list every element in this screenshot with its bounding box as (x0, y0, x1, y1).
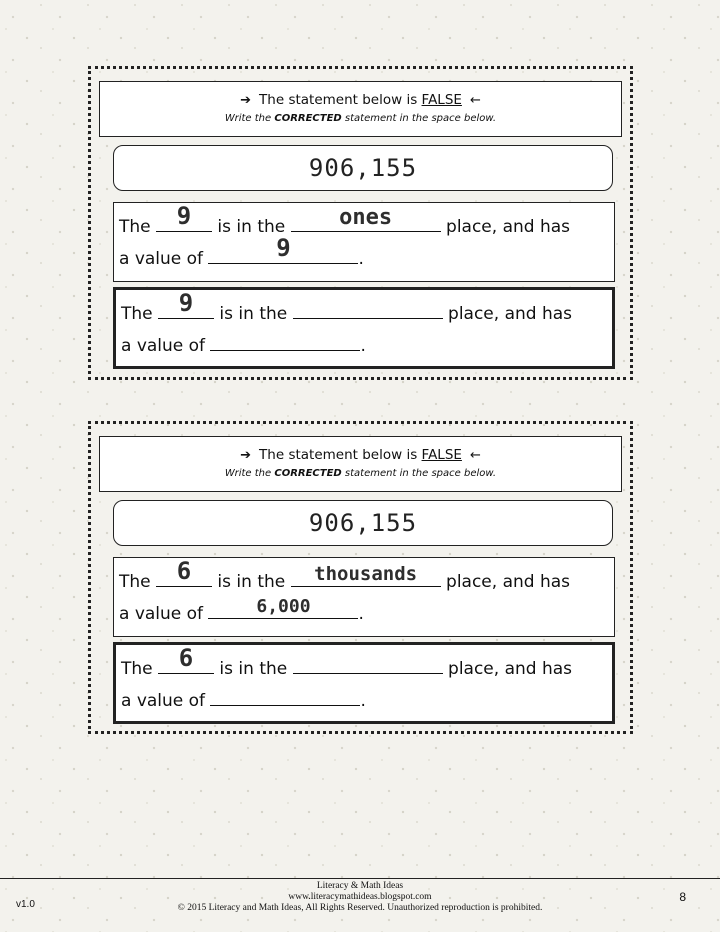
number-display: 906,155 (113, 500, 613, 546)
place-answer: ones (339, 205, 393, 230)
number-display: 906,155 (113, 145, 613, 191)
statement-text: a value of (119, 604, 209, 624)
place-blank (291, 205, 441, 232)
page-number: 8 (679, 890, 686, 904)
digit-answer: 6 (176, 557, 192, 585)
statement-text: a value of (121, 336, 211, 356)
value-answer: 6,000 (256, 596, 311, 617)
place-input-blank[interactable] (293, 298, 443, 319)
instruction-subtext-pre: Write the (224, 468, 275, 479)
statement-text: . (358, 604, 364, 624)
value-blank (208, 598, 358, 619)
instruction-header (99, 81, 622, 137)
value-answer: 9 (276, 234, 291, 262)
statement-text: The (121, 304, 159, 324)
value-input-blank[interactable] (210, 330, 360, 351)
corrected-statement (113, 642, 615, 724)
statement-text: a value of (121, 691, 211, 711)
corrected-statement (113, 287, 615, 369)
place-blank (291, 563, 441, 587)
footer-credits (0, 881, 720, 914)
instruction-text: The statement below is (259, 447, 422, 463)
place-answer: thousands (314, 563, 418, 585)
statement-text: is in the (214, 304, 293, 324)
corrected-label: CORRECTED (274, 113, 342, 124)
statement-text: . (360, 336, 366, 356)
statement-text: The (119, 217, 157, 237)
false-label: FALSE (421, 447, 462, 463)
footer-url: www.literacymathideas.blogspot.com (288, 892, 432, 902)
instruction-subtext-post: statement in the space below. (341, 113, 497, 124)
digit-blank (156, 557, 212, 587)
statement-text: is in the (214, 659, 293, 679)
statement-text: a value of (119, 249, 209, 269)
statement-text: The (119, 572, 157, 592)
statement-text: The (121, 659, 159, 679)
right-arrow-icon: ➔ (240, 448, 252, 463)
digit-answer: 9 (178, 289, 194, 317)
statement-text: . (358, 249, 364, 269)
left-arrow-icon: ← (469, 448, 481, 463)
corrected-label: CORRECTED (274, 468, 342, 479)
false-statement (113, 557, 615, 637)
place-input-blank[interactable] (293, 653, 443, 674)
instruction-subtext-pre: Write the (224, 113, 275, 124)
statement-text: . (360, 691, 366, 711)
instruction-subtext-post: statement in the space below. (341, 468, 497, 479)
value-blank (208, 234, 358, 264)
left-arrow-icon: ← (469, 93, 481, 108)
version-label: v1.0 (16, 899, 35, 910)
right-arrow-icon: ➔ (240, 93, 252, 108)
statement-text: place, and has (442, 304, 573, 324)
digit-answer: 9 (176, 202, 192, 230)
value-input-blank[interactable] (210, 685, 360, 706)
instruction-text: The statement below is (259, 92, 422, 108)
footer-divider (0, 878, 720, 879)
task-card-2 (88, 421, 633, 734)
digit-blank (156, 202, 212, 232)
false-label: FALSE (421, 92, 462, 108)
statement-text: is in the (212, 217, 291, 237)
statement-text: is in the (212, 572, 291, 592)
digit-answer: 6 (178, 644, 194, 672)
false-statement (113, 202, 615, 282)
footer-copyright: © 2015 Literacy and Math Ideas, All Rights Reserved. Unauthorized reproduction is prohibited. (177, 903, 543, 913)
statement-text: place, and has (442, 659, 573, 679)
digit-blank (158, 289, 214, 319)
statement-text: place, and has (440, 217, 571, 237)
task-card-1 (88, 66, 633, 380)
footer-title: Literacy & Math Ideas (316, 881, 404, 891)
digit-blank (158, 644, 214, 674)
instruction-header (99, 436, 622, 492)
statement-text: place, and has (440, 572, 571, 592)
